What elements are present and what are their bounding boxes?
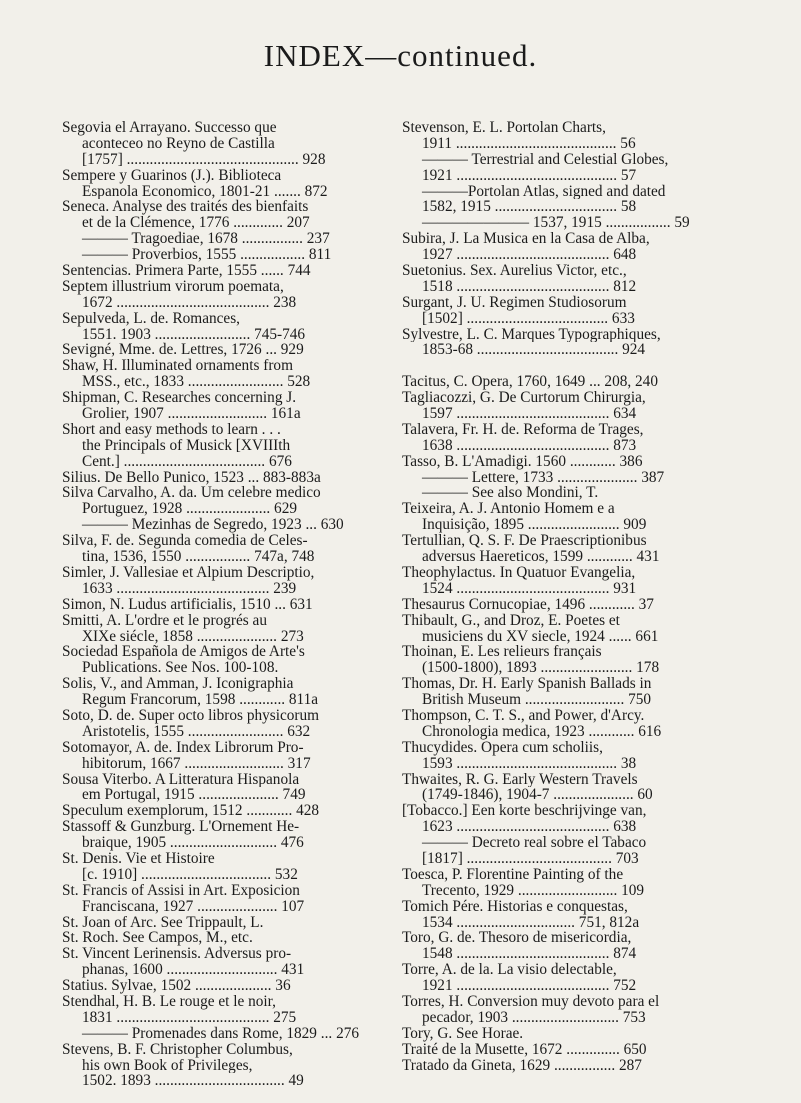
- index-entry-line: 1853-68 ..................................... 924: [422, 342, 646, 359]
- index-entry-line: [Tobacco.] Een korte beschrijvinge van,: [402, 803, 647, 820]
- index-entry-line: Tory, G. See Horae.: [402, 1025, 524, 1042]
- index-entry-line: Statius. Sylvae, 1502 .................... 36: [62, 978, 291, 994]
- index-entry-line: Sociedad Española de Amigos de Arte's: [62, 644, 305, 661]
- index-entry-line: Espanola Economico, 1801-21 ....... 872: [82, 183, 328, 200]
- index-entry-line: Regum Francorum, 1598 ............ 811a: [82, 692, 319, 708]
- index-entry-line: Publications. See Nos. 100-108.: [82, 660, 279, 677]
- index-entry-line: Stendhal, H. B. Le rouge et le noir,: [62, 993, 276, 1010]
- index-entry-line: 1921 ........................................ 752: [422, 978, 637, 994]
- index-entry-line: 1638 ........................................ 873: [422, 437, 637, 454]
- index-entry-line: tina, 1536, 1550 ................. 747a, 748: [82, 549, 315, 565]
- index-entry-line: Grolier, 1907 .......................... 161a: [82, 406, 301, 422]
- index-entry-line: Segovia el Arrayano. Successo que: [62, 120, 277, 136]
- index-entry-line: Sempere y Guarinos (J.). Biblioteca: [62, 167, 282, 184]
- index-entry-line: Tratado da Gineta, 1629 ................ 287: [402, 1057, 642, 1074]
- index-entry-line: Thoinan, E. Les relieurs français: [402, 644, 602, 661]
- index-entry-line: ——— Proverbios, 1555 ................. 811: [82, 247, 332, 264]
- index-entry-line: Sylvestre, L. C. Marques Typographiques,: [402, 326, 661, 343]
- index-entry-line: Stassoff & Gunzburg. L'Ornement He-: [62, 819, 300, 836]
- index-entry-line: Sepulveda, L. de. Romances,: [62, 310, 240, 327]
- index-entry-line: MSS., etc., 1833 ......................... 528: [82, 374, 311, 391]
- index-entry-line: British Museum .......................... 750: [422, 692, 652, 708]
- index-entry-line: Tomich Pére. Historias e conquestas,: [402, 898, 628, 915]
- index-entry-line: St. Francis of Assisi in Art. Exposicion: [62, 882, 300, 899]
- index-entry-line: Tacitus, C. Opera, 1760, 1649 ... 208, 240: [402, 374, 658, 391]
- index-entry-line: et de la Clémence, 1776 ............. 207: [82, 215, 310, 232]
- index-entry-line: 1597 ........................................ 634: [422, 406, 637, 422]
- index-entry-line: Sentencias. Primera Parte, 1555 ...... 744: [62, 263, 311, 279]
- index-entry-line: Seneca. Analyse des traités des bienfaits: [62, 199, 309, 216]
- index-entry-line: braique, 1905 ............................ 476: [82, 835, 304, 851]
- index-entry-line: Thucydides. Opera cum scholiis,: [402, 739, 603, 756]
- index-entry-line: ——— Tragoediae, 1678 ................ 237: [82, 231, 330, 248]
- index-entry-line: Toro, G. de. Thesoro de misericordia,: [402, 930, 632, 947]
- index-entry-line: pecador, 1903 ............................ 753: [422, 1009, 646, 1026]
- index-entry-line: 1548 ........................................ 874: [422, 946, 637, 963]
- index-entry-line: ——— Lettere, 1733 ..................... 387: [422, 469, 665, 486]
- index-entry-line: [1817] ...................................... 703: [422, 850, 639, 867]
- index-entry-line: Subira, J. La Musica en la Casa de Alba,: [402, 231, 650, 248]
- index-entry-line: 1672 ........................................ 238: [82, 294, 297, 311]
- index-entry-line: Silva Carvalho, A. da. Um celebre medico: [62, 485, 321, 502]
- index-entry-line: [1757] ............................................. 928: [82, 151, 326, 168]
- index-entry-line: Thompson, C. T. S., and Power, d'Arcy.: [402, 707, 645, 724]
- index-entry-line: 1534 ............................... 751, 812a: [422, 914, 640, 931]
- index-entry-line: XIXe siécle, 1858 ..................... 273: [82, 628, 304, 645]
- index-entry-line: Shaw, H. Illuminated ornaments from: [62, 358, 293, 375]
- page-title: INDEX—continued.: [263, 38, 538, 73]
- index-entry-line: 1551. 1903 ......................... 745-746: [82, 326, 306, 343]
- index-entry-line: aconteceo no Reyno de Castilla: [82, 135, 275, 152]
- index-entry-line: his own Book of Privileges,: [82, 1057, 253, 1074]
- index-entry-line: Toesca, P. Florentine Painting of the: [402, 866, 624, 883]
- index-entry-line: ——— See also Mondini, T.: [422, 485, 599, 502]
- index-entry-line: Tagliacozzi, G. De Curtorum Chirurgia,: [402, 390, 646, 407]
- index-entry-line: Thwaites, R. G. Early Western Travels: [402, 771, 638, 788]
- index-entry-line: Cent.] ..................................... 676: [82, 453, 292, 470]
- index-entry-line: Stevenson, E. L. Portolan Charts,: [402, 120, 606, 136]
- index-entry-line: Shipman, C. Researches concerning J.: [62, 390, 297, 407]
- index-entry-line: Speculum exemplorum, 1512 ............ 428: [62, 803, 320, 820]
- index-entry-line: 1911 .......................................... 56: [422, 135, 636, 152]
- index-entry-line: Silius. De Bello Punico, 1523 ... 883-883a: [62, 469, 321, 486]
- index-entry-line: hibitorum, 1667 .......................... 317: [82, 755, 311, 772]
- index-entry-line: St. Roch. See Campos, M., etc.: [62, 930, 253, 947]
- index-entry-line: Stevens, B. F. Christopher Columbus,: [62, 1041, 293, 1058]
- index-entry-line: musiciens du XV siecle, 1924 ...... 661: [422, 628, 659, 645]
- index-entry-line: ——— Terrestrial and Celestial Globes,: [422, 151, 669, 168]
- index-entry-line: 1524 ........................................ 931: [422, 580, 637, 597]
- index-entry-line: Inquisição, 1895 ........................ 909: [422, 517, 647, 534]
- index-entry-line: Silva, F. de. Segunda comedia de Celes-: [62, 533, 308, 550]
- index-entry-line: Thomas, Dr. H. Early Spanish Ballads in: [402, 676, 652, 693]
- index-entry-line: (1749-1846), 1904-7 ..................... 60: [422, 787, 653, 804]
- index-column-left: [62, 120, 414, 1089]
- index-entry-line: Portuguez, 1928 ...................... 629: [82, 501, 297, 518]
- index-entry-line: Smitti, A. L'ordre et le progrés au: [62, 612, 267, 629]
- index-entry-line: 1921 .......................................... 57: [422, 167, 637, 184]
- index-entry-line: 1831 ........................................ 275: [82, 1009, 297, 1026]
- index-entry-line: Simon, N. Ludus artificialis, 1510 ... 631: [62, 596, 313, 613]
- index-entry-line: Sevigné, Mme. de. Lettres, 1726 ... 929: [62, 342, 304, 359]
- index-entry-line: Suetonius. Sex. Aurelius Victor, etc.,: [402, 263, 627, 279]
- index-entry-line: ——————— 1537, 1915 ................. 59: [422, 215, 690, 232]
- index-entry-line: Simler, J. Vallesiae et Alpium Descriptio,: [62, 564, 315, 581]
- index-entry-line: Torre, A. de la. La visio delectable,: [402, 962, 617, 979]
- index-entry-line: 1927 ........................................ 648: [422, 247, 637, 264]
- index-entry-line: St. Joan of Arc. See Trippault, L.: [62, 914, 264, 931]
- index-entry-line: Sotomayor, A. de. Index Librorum Pro-: [62, 739, 304, 756]
- index-entry-line: ——— Mezinhas de Segredo, 1923 ... 630: [82, 517, 344, 534]
- index-entry-line: Chronologia medica, 1923 ............ 616: [422, 723, 662, 740]
- index-entry-line: em Portugal, 1915 ..................... 749: [82, 787, 306, 804]
- index-entry-line: the Principals of Musick [XVIIIth: [82, 437, 291, 454]
- index-entry-line: [c. 1910] .................................. 532: [82, 866, 298, 883]
- index-entry-line: 1582, 1915 ................................ 58: [422, 199, 637, 216]
- index-entry-line: Franciscana, 1927 ..................... 107: [82, 898, 305, 915]
- index-entry-line: adversus Haereticos, 1599 ............ 431: [422, 549, 660, 565]
- index-entry-line: 1518 ........................................ 812: [422, 278, 637, 295]
- index-column-right: [402, 120, 754, 1073]
- index-entry-line: 1633 ........................................ 239: [82, 580, 297, 597]
- index-entry-line: Trecento, 1929 .......................... 109: [422, 882, 645, 899]
- index-entry-line: (1500-1800), 1893 ........................ 178: [422, 660, 660, 677]
- index-entry-line: 1502. 1893 .................................. 49: [82, 1073, 304, 1090]
- index-entry-line: Tasso, B. L'Amadigi. 1560 ............ 386: [402, 453, 643, 470]
- index-entry-line: 1623 ........................................ 638: [422, 819, 637, 836]
- index-entry-line: St. Denis. Vie et Histoire: [62, 850, 215, 867]
- index-entry-line: Teixeira, A. J. Antonio Homem e a: [402, 501, 615, 518]
- index-entry-line: Torres, H. Conversion muy devoto para el: [402, 993, 660, 1010]
- index-entry-line: St. Vincent Lerinensis. Adversus pro-: [62, 946, 292, 963]
- index-entry-line: [402, 358, 754, 374]
- index-entry-line: ———Portolan Atlas, signed and dated: [422, 183, 666, 200]
- index-entry-line: Surgant, J. U. Regimen Studiosorum: [402, 294, 627, 311]
- index-entry-line: Solis, V., and Amman, J. Iconigraphia: [62, 676, 294, 693]
- index-entry-line: ——— Promenades dans Rome, 1829 ... 276: [82, 1025, 360, 1042]
- index-entry-line: Soto, D. de. Super octo libros physicorum: [62, 707, 320, 724]
- index-entry-line: Traité de la Musette, 1672 .............. 650: [402, 1041, 647, 1058]
- index-entry-line: phanas, 1600 ............................. 431: [82, 962, 305, 979]
- index-entry-line: ——— Decreto real sobre el Tabaco: [422, 835, 647, 851]
- index-entry-line: Sousa Viterbo. A Litteratura Hispanola: [62, 771, 300, 788]
- index-entry-line: Talavera, Fr. H. de. Reforma de Trages,: [402, 421, 644, 438]
- index-entry-line: Aristotelis, 1555 ......................... 632: [82, 723, 311, 740]
- index-entry-line: Septem illustrium virorum poemata,: [62, 278, 284, 295]
- index-entry-line: Thibault, G., and Droz, E. Poetes et: [402, 612, 620, 629]
- index-entry-line: Short and easy methods to learn . . .: [62, 421, 281, 438]
- index-entry-line: Tertullian, Q. S. F. De Praescriptionibus: [402, 533, 647, 550]
- index-entry-line: 1593 .......................................... 38: [422, 755, 637, 772]
- index-entry-line: Thesaurus Cornucopiae, 1496 ............ 37: [402, 596, 654, 613]
- index-entry-line: [1502] ..................................... 633: [422, 310, 635, 327]
- index-entry-line: Theophylactus. In Quatuor Evangelia,: [402, 564, 636, 581]
